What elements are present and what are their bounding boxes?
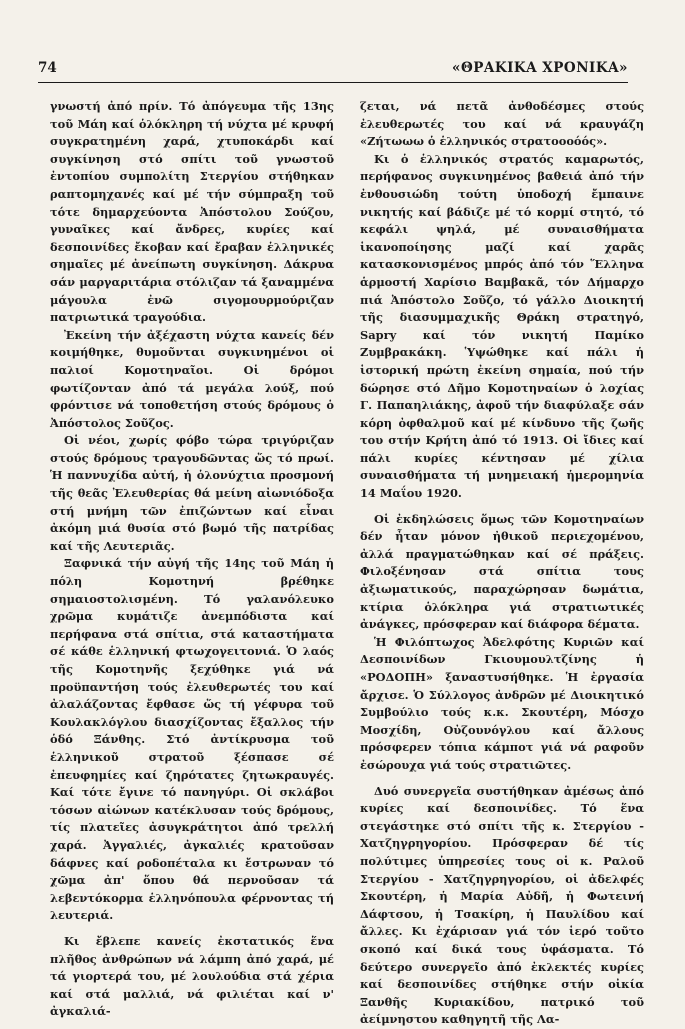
- paragraph: Κι ὁ ἑλληνικός στρατός καμαρωτός, περήφανος συγκινημένος βαθειά ἀπό τήν ἐνθουσιώδη τούτη ὑποδοχή ἔμπαινε νικητής καί βάδιζε μέ τό κορμί στητό, τό κεφάλι ψηλά, μέ συναισθήματα ἱκανοποίησης μαζί καί χαρᾶς κατασκονισμένος μπρός ἀπό τόν Ἕλληνα ἁρμοστή Χαρίσιο Βαμβακᾶ, τόν Δήμαρχο πιά Ἀπόστολο Σοῦζο, τό γάλλο Διοικητή τῆς διασυμμαχικῆς Θράκη στρατηγό, Sapry καί τόν νικητή Παμίκο Ζυμβρακάκη. Ὑψώθηκε καί πάλι ἡ ἱστορική πρώτη ἐκείνη σημαία, πού τήν δώρησε στό Δῆμο Κομοτηναίων ὁ λοχίας Γ. Παπαηλιάκης, ἀφοῦ τήν διαφύλαξε σάν κόρη ὀφθαλμοῦ καί μέ κίνδυνο τῆς ζωῆς του στήν Κρήτη ἀπό τό 1913. Οἱ ἴδιες καί πάλι κυρίες κέντησαν μέ χίλια συναισθήματα τή μνημειακή ἡμερομηνία 14 Μαΐου 1920.: [360, 151, 644, 501]
- page-header: [38, 60, 628, 80]
- paragraph: Ξαφνικά τήν αὐγή τῆς 14ης τοῦ Μάη ἡ πόλη Κομοτηνή βρέθηκε σημαιοστολισμένη. Τό γαλανόλευκο χρῶμα κυμάτιζε ἀνεμπόδιστα καί περήφανα στά σπίτια, στά καταστήματα σέ κάθε ἑλληνική φτωχογειτονιά. Ὁ λαός τῆς Κομοτηνῆς ξεχύθηκε γιά νά προϋπαντήση τούς ἐλευθερωτές του καί ἀλαλάζοντας ἔφθασε ὥς τή γέφυρα τοῦ Κουλακλόγλου διασχίζοντας ἔξαλλος τήν ὁδό Ξάνθης. Στό ἀντίκρυσμα τοῦ ἑλληνικοῦ στρατοῦ ξέσπασε σέ ἐπευφημίες καί ζηρότατες ζητωκραυγές. Καί τότε ἔγινε τό πανηγύρι. Οἱ σκλάβοι τόσων αἰώνων κατέκλυσαν τούς δρόμους, τίς πλατεῖες ἀσυγκράτητοι ἀπό τρελλή χαρά. Ἀγγαλιές, ἀγκαλιές κρατοῦσαν δάφνες καί ροδοπέταλα κι ἔστρωναν τό χῶμα ἀπ' ὅπου θά περνοῦσαν τά λεβεντόκορμα ἑλληνόπουλα φέρνοντας τή λευτεριά.: [50, 556, 334, 923]
- right-column: [360, 98, 644, 1027]
- paragraph: Κι ἔβλεπε κανείς ἐκστατικός ἕνα πλῆθος ἀνθρώπων νά λάμπη ἀπό χαρά, μέ τά γιορτερά του, μέ λουλούδια στά χέρια καί στά μαλλιά, νά φιλιέται καί ν' ἀγκαλιά-: [50, 933, 334, 1019]
- page-number: 74: [38, 60, 57, 76]
- paragraph: ζεται, νά πετᾶ ἀνθοδέσμες στούς ἐλευθερωτές του καί νά κραυγάζη «Ζήτωωω ὁ ἑλληνικός στρατοοοόός».: [360, 99, 644, 149]
- paragraph: Δυό συνεργεῖα συστήθηκαν ἀμέσως ἀπό κυρίες καί δεσποινίδες. Τό ἕνα στεγάστηκε στό σπίτι τῆς κ. Στεργίου - Χατζηγρηγορίου. Πρόσφεραν δέ τίς πολύτιμες ὑπηρεσίες τους οἱ κ. Ραλοῦ Στεργίου - Χατζηγρηγορίου, οἱ ἀδελφές Σκουτέρη, ἡ Μαρία Αὐδῆ, ἡ Φωτεινή Δάφτσου, ἡ Τσακίρη, ἡ Παυλίδου καί ἄλλες. Κι ἐχάρισαν γιά τόν ἱερό τοῦτο σκοπό καί δικά τους ὑφάσματα. Τό δεύτερο συνεργεῖο ἀπό ἐκλεκτές κυρίες καί δεσποινίδες στήθηκε στήν οἰκία Ξανθῆς Κυριακίδου, πατρικό τοῦ ἀείμνηστου καθηγητῆ τῆς Λα-: [360, 783, 644, 1027]
- header-rule: [38, 82, 628, 83]
- left-column: [50, 98, 334, 1019]
- paragraph: Ἐκείνη τήν ἀξέχαστη νύχτα κανείς δέν κοιμήθηκε, θυμοῦνται συγκινημένοι οἱ παλιοί Κομοτηναῖοι. Οἱ δρόμοι φωτίζονταν ἀπό τά μεγάλα λούξ, πού φρόντισε νά τοποθετήση στούς δρόμους ὁ Ἀπόστολος Σοῦζος.: [50, 327, 334, 430]
- paragraph: Οἱ νέοι, χωρίς φόβο τώρα τριγύριζαν στούς δρόμους τραγουδῶντας ὥς τό πρωί. Ἡ παννυχίδα αὐτή, ἡ ὁλονύχτια προσμονή τῆς θεᾶς Ἐλευθερίας θά μείνη αἰωνιόδοξα στή μνήμη τῶν ἐπιζώντων καί εἶναι ἀκόμη μιά θυσία στό βωμό τῆς πατρίδας καί τῆς Λευτεριᾶς.: [50, 433, 334, 553]
- journal-title: «ΘΡΑΚΙΚΑ ΧΡΟΝΙΚΑ»: [452, 60, 628, 76]
- paragraph: Ἡ Φιλόπτωχος Ἀδελφότης Κυριῶν καί Δεσποινίδων Γκιουμουλτζίνης ἡ «ΡΟΔΟΠΗ» ξαναστυσήθηκε. Ἡ ἐργασία ἄρχισε. Ὁ Σύλλογος ἀνδρῶν μέ Διοικητικό Συμβούλιο τούς κ.κ. Σκουτέρη, Μόσχο Μοσχίδη, Οὐζουνόγλου καί ἄλλους πρόσφερεν τόπια κάμποτ γιά νά ραφοῦν ἐσώρουχα γιά τούς στρατιῶτες.: [360, 634, 644, 772]
- paragraph: Οἱ ἐκδηλώσεις ὅμως τῶν Κομοτηναίων δέν ἦταν μόνον ἠθικοῦ περιεχομένου, ἀλλά πραγματώθηκαν καί σέ πράξεις. Φιλοξένησαν στά σπίτια τους ἀξιωματικούς, παραχώρησαν δωμάτια, κτίρια ὁλόκληρα γιά στρατιωτικές ἀνάγκες, πρόσφεραν καί διάφορα δέματα.: [360, 511, 644, 632]
- paragraph: γνωστή ἀπό πρίν. Τό ἀπόγευμα τῆς 13ης τοῦ Μάη καί ὁλόκληρη τή νύχτα μέ κρυφή συγκρατημένη χαρά, χτυποκάρδι καί συγκίνηση στό σπίτι τοῦ γνωστοῦ ἐντοπίου συμπολίτη Στεργίου στήθηκαν ραπτομηχανές καί μέ τήν σύμπραξη τοῦ τότε δημαρχεύοντα Ἀπόστολου Σούζου, γυναῖκες καί ἄνδρες, κυρίες καί δεσποινίδες ἔκοβαν καί ἔραβαν ἑλληνικές σημαῖες μέ ἀνείπωτη συγκίνηση. Δάκρυα σάν μαργαριτάρια στόλιζαν τά ξαναμμένα μάγουλα ἐνῶ σιγομουρμούριζαν πατριωτικά τραγούδια.: [50, 99, 334, 325]
